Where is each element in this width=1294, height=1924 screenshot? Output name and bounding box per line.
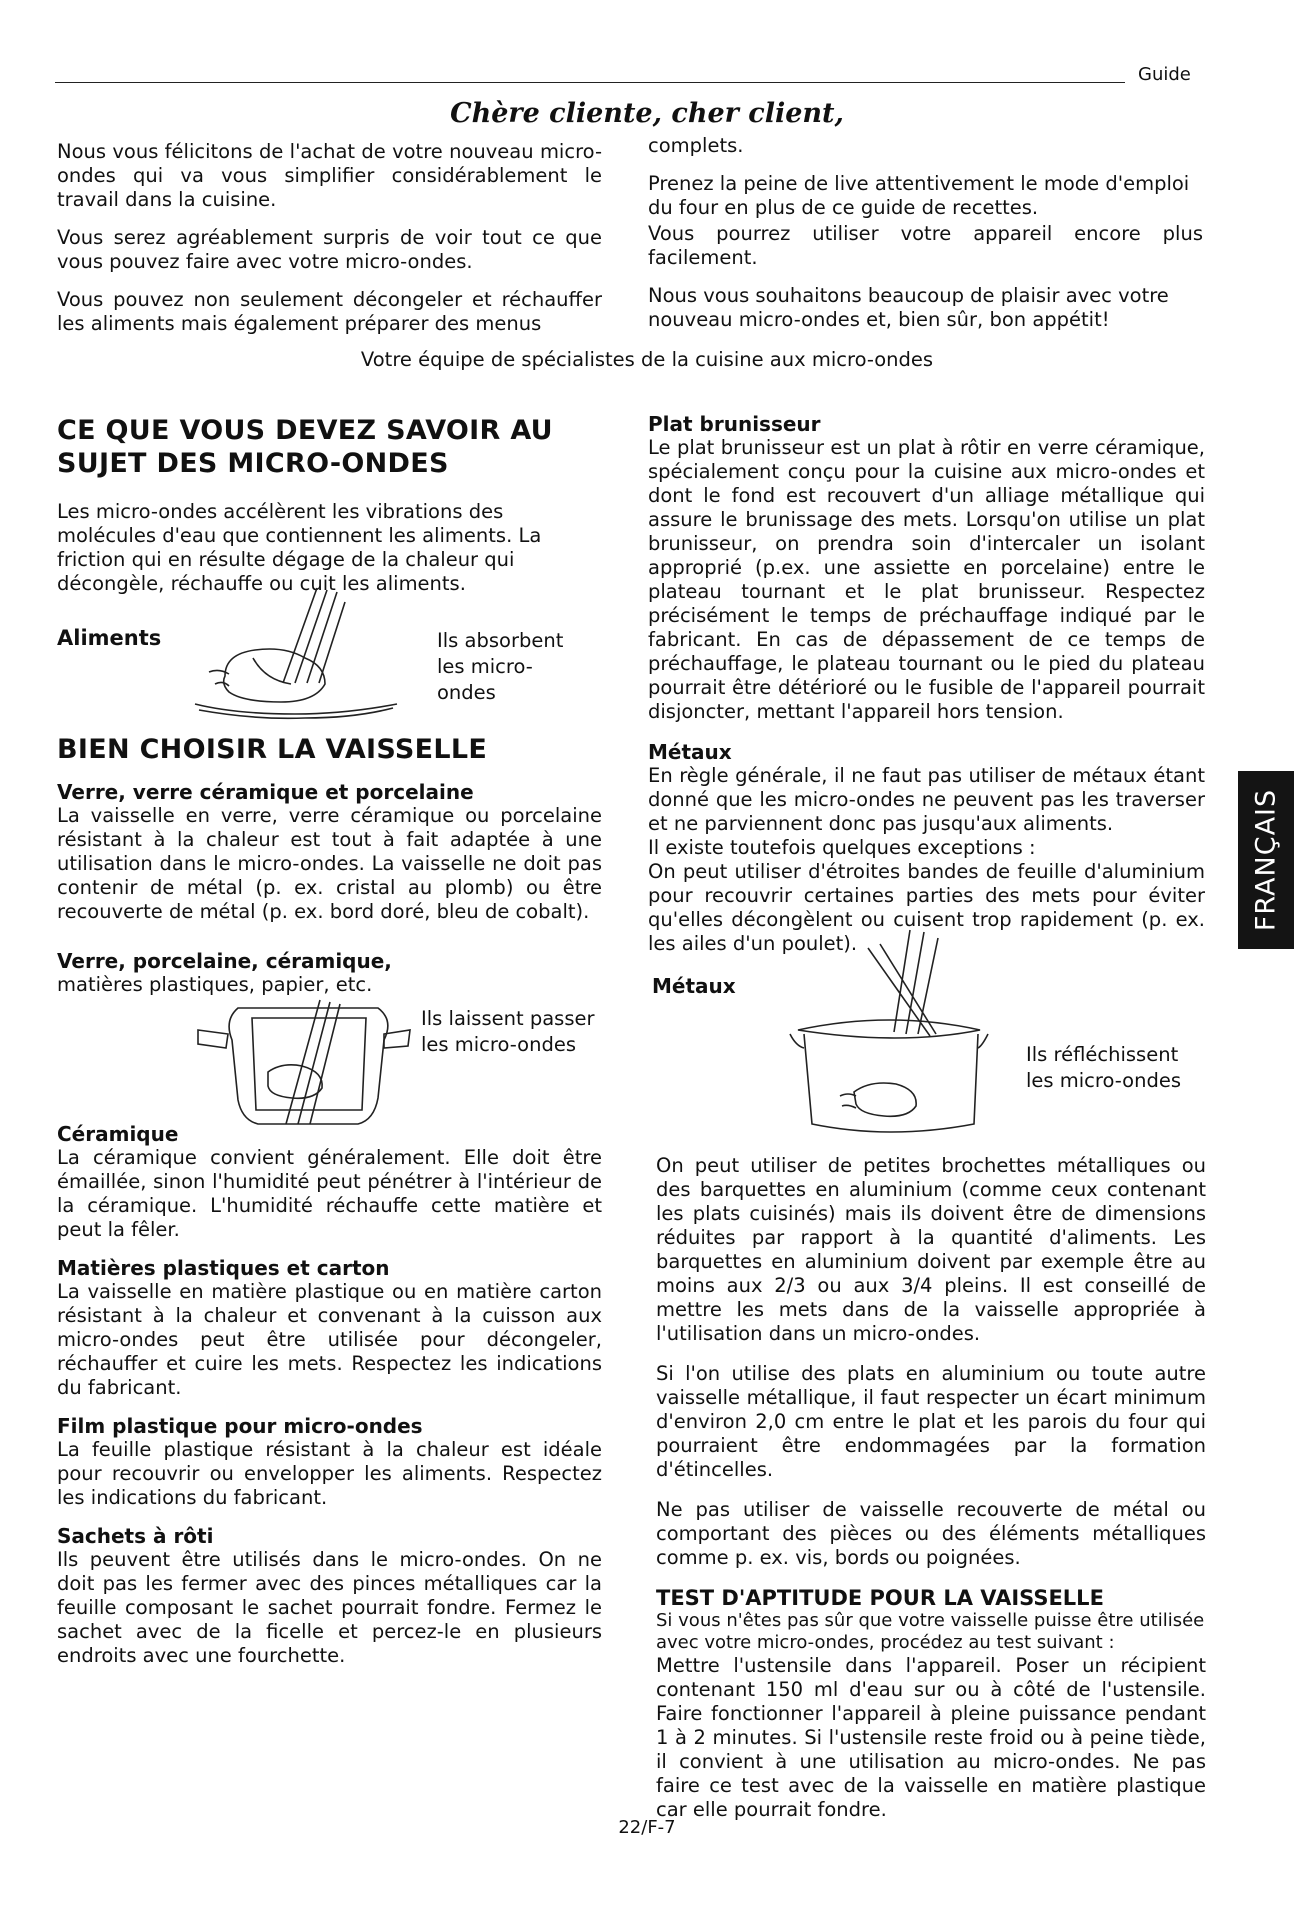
test-paragraph: Mettre l'ustensile dans l'appareil. Poser un récipient contenant 150 ml d'eau sur ou à côté de l'ustensile. Faire fonctionner l'appareil à pleine puissance pendant 1 à 2 minutes. Si l'ustensile reste froid ou à peine tiède, il convient à une utilisation au micro-ondes. Ne pas faire ce test avec de la vaisselle en matière plastique car elle pourrait fondre. — [656, 1654, 1206, 1821]
intro-paragraph: complets. — [648, 134, 744, 157]
intro-paragraph: Vous serez agréablement surpris de voir tout ce que vous pouvez faire avec votre micro-ondes. — [57, 226, 602, 273]
page-title: Chère cliente, cher client, — [450, 98, 844, 129]
metaux-label: Métaux — [652, 974, 736, 998]
verre2-paragraph: matières plastiques, papier, etc. — [57, 973, 373, 996]
ceramique-paragraph: La céramique convient généralement. Elle doit être émaillée, sinon l'humidité peut pénétrer à l'intérieur de la céramique. L'humidité réchauffe cette matière et peut la fêler. — [57, 1146, 602, 1241]
film-paragraph: La feuille plastique résistant à la chaleur est idéale pour recouvrir ou envelopper les aliments. Respectez les indications du fabricant. — [57, 1438, 602, 1509]
verre2-heading: Verre, porcelaine, céramique, — [57, 949, 392, 973]
metaux-heading: Métaux — [648, 740, 732, 764]
section-heading-vaisselle: BIEN CHOISIR LA VAISSELLE — [57, 734, 488, 765]
brunisseur-heading: Plat brunisseur — [648, 412, 821, 436]
materials-section — [57, 1122, 602, 1668]
pot-illustration — [790, 930, 990, 1145]
page-number: 22/F-7 — [618, 1817, 676, 1838]
metaux-paragraph: On peut utiliser d'étroites bandes de feuille d'aluminium pour recouvrir certaines parties des mets pour éviter qu'elles décongèlent ou cuisent trop rapidement (p. ex. les ailes d'un poulet). — [648, 860, 1205, 955]
ceramique-heading: Céramique — [57, 1122, 179, 1146]
brunisseur-paragraph: Le plat brunisseur est un plat à rôtir en verre céramique, spécialement conçu pour la cuisine aux micro-ondes et dont le fond est recouvert d'un alliage métallique qui assure le brunissage des mets. Lorsqu'on utilise un plat brunisseur, on prendra soin d'intercaler un isolant approprié (p.ex. une assiette en porcelaine) entre le plateau tournant et le plat brunisseur. Respectez précisément le temps de préchauffage indiqué par le fabricant. En cas de dépassement de ce temps de préchauffage, le plateau tournant ou le pied du plateau pourrait être détérioré ou le fusible de l'appareil pourrait disjoncter, mettant l'appareil hors tension. — [648, 436, 1205, 723]
intro-left — [57, 140, 602, 336]
plastique-paragraph: La vaisselle en matière plastique ou en matière carton résistant à la chaleur et convenant à la cuisson aux micro-ondes peut être utilisée pour décongeler, réchauffer et cuire les mets. Respectez les indications du fabricant. — [57, 1280, 602, 1399]
vaisselle-section — [57, 733, 602, 997]
metaux-paragraph: Il existe toutefois quelques exceptions : — [648, 836, 1036, 859]
sachets-heading: Sachets à rôti — [57, 1524, 214, 1548]
brochettes-paragraph: On peut utiliser de petites brochettes métalliques ou des barquettes en aluminium (comme ceux contenant les plats cuisinés) mais ils doivent être de dimensions réduites par rapport à la quantité d'aliments. Les barquettes en aluminium doivent par exemple être au moins aux 2/3 ou aux 3/4 pleins. Il est conseillé de mettre les mets dans de la vaisselle appropriée à l'utilisation dans un micro-ondes. — [656, 1154, 1206, 1345]
film-heading: Film plastique pour micro-ondes — [57, 1414, 423, 1438]
metaux-paragraph: En règle générale, il ne faut pas utiliser de métaux étant donné que les micro-ondes ne peuvent pas les traverser et ne parviennent donc pas jusqu'aux aliments. — [648, 764, 1205, 835]
test-heading: TEST D'APTITUDE POUR LA VAISSELLE — [656, 1586, 1104, 1610]
aluminium-paragraph: Si l'on utilise des plats en aluminium ou toute autre vaisselle métallique, il faut respecter un écart minimum d'environ 2,0 cm entre le plat et les parois du four qui pourraient être endommagées par la formation d'étincelles. — [656, 1362, 1206, 1481]
intro-paragraph: Vous pourrez utiliser votre appareil encore plus facilement. — [648, 222, 1203, 269]
guide-label: Guide — [1138, 64, 1191, 85]
chicken-illustration — [195, 588, 405, 723]
test-intro: Si vous n'êtes pas sûr que votre vaisselle puisse être utilisée avec votre micro-ondes, procédez au test suivant : — [656, 1610, 1205, 1653]
right-column-bottom — [656, 1154, 1206, 1822]
verre-paragraph: La vaisselle en verre, verre céramique ou porcelaine résistant à la chaleur est tout à fait adaptée à une utilisation dans le micro-ondes. La vaisselle ne doit pas contenir de métal (p. ex. cristal au plomb) ou être recouverte de métal (p. ex. bord doré, bleu de cobalt). — [57, 804, 602, 923]
signature: Votre équipe de spécialistes de la cuisine aux micro-ondes — [360, 348, 934, 371]
intro-paragraph: Vous pouvez non seulement décongeler et réchauffer les aliments mais également préparer des menus — [57, 288, 602, 335]
metal-paragraph: Ne pas utiliser de vaisselle recouverte de métal ou comportant des pièces ou des éléments métalliques comme p. ex. vis, bords ou poignées. — [656, 1498, 1206, 1569]
left-column — [57, 414, 602, 596]
sachets-paragraph: Ils peuvent être utilisés dans le micro-ondes. On ne doit pas les fermer avec des pinces métalliques car la feuille composant le sachet pourrait fondre. Fermez le sachet avec de la ficelle et percez-le en plusieurs endroits avec une fourchette. — [57, 1548, 602, 1667]
right-column-top — [648, 412, 1205, 956]
language-tab-label: FRANÇAIS — [1250, 788, 1282, 932]
intro-paragraph: Prenez la peine de live attentivement le mode d'emploi du four en plus de ce guide de recettes. — [648, 172, 1190, 219]
aliments-label: Aliments — [57, 626, 162, 650]
language-tab — [1238, 771, 1294, 949]
aliments-caption: Ils absorbent les micro-ondes — [437, 629, 564, 704]
plastique-heading: Matières plastiques et carton — [57, 1256, 390, 1280]
passer-caption: Ils laissent passer les micro-ondes — [421, 1007, 595, 1056]
intro-paragraph: Nous vous félicitons de l'achat de votre nouveau micro-ondes qui va vous simplifier considérablement le travail dans la cuisine. — [57, 140, 602, 211]
header-rule — [55, 82, 1125, 83]
section-heading-microwaves: CE QUE VOUS DEVEZ SAVOIR AU SUJET DES MICRO-ONDES — [57, 415, 553, 479]
intro-right — [648, 134, 1203, 332]
intro-paragraph: Nous vous souhaitons beaucoup de plaisir avec votre nouveau micro-ondes et, bien sûr, bon appétit! — [648, 284, 1169, 331]
metaux-caption: Ils réfléchissent les micro-ondes — [1026, 1043, 1182, 1092]
verre-heading: Verre, verre céramique et porcelaine — [57, 780, 474, 804]
microwaves-paragraph: Les micro-ondes accélèrent les vibrations des molécules d'eau que contiennent les aliments. La friction qui en résulte dégage de la chaleur qui décongèle, réchauffe ou cuit les aliments. — [57, 500, 542, 595]
